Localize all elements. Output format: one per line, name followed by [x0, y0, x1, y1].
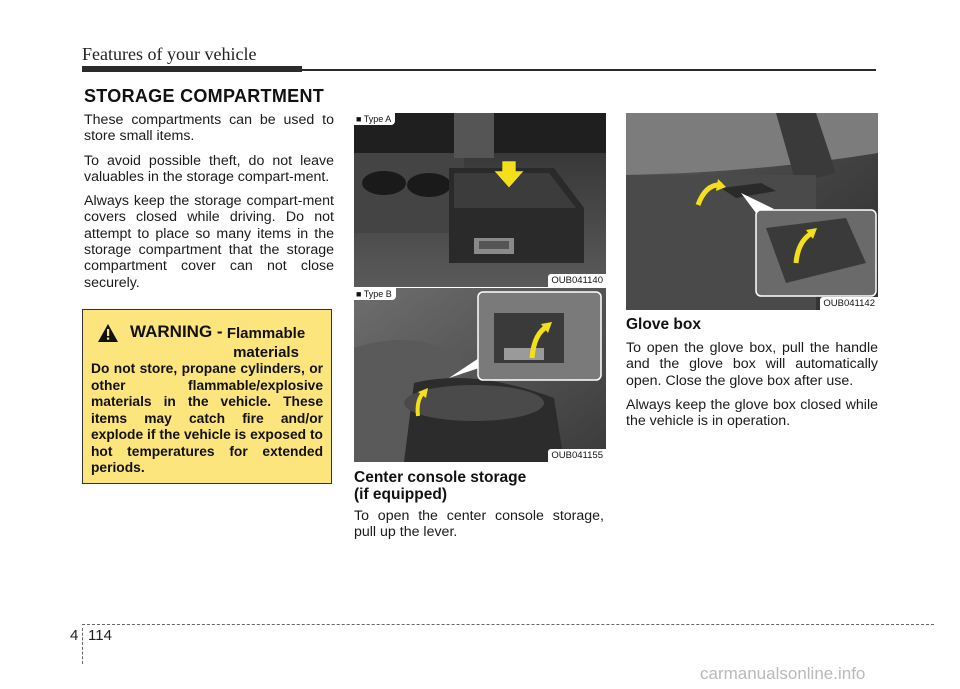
- console-heading-line1: Center console storage: [354, 469, 527, 486]
- type-a-label: ■ Type A: [354, 113, 395, 125]
- warning-body: Do not store, propane cylinders, or other flammable/explosive materials in the vehicle. These items may catch fire and/or explode if the vehicle is exposed to hot temperatures for extended periods.: [91, 361, 323, 475]
- footer-divider: [82, 628, 83, 664]
- page-number: 114: [88, 627, 112, 644]
- header-rule-thin: [302, 69, 876, 71]
- chapter-number: 4: [70, 627, 79, 644]
- watermark: carmanualsonline.info: [700, 664, 866, 683]
- console-heading: [354, 469, 604, 503]
- warning-subject-line2: materials: [233, 344, 299, 361]
- glove-paragraph-2: Always keep the glove box closed while the vehicle is in operation.: [626, 396, 878, 430]
- intro-paragraph-1: These compartments can be used to store small items.: [84, 112, 334, 145]
- console-type-b-photo: [354, 288, 606, 462]
- glove-paragraph-1: To open the glove box, pull the handle and the glove box will automatically open. Close the glove box after use.: [626, 340, 878, 389]
- header-rule-thick: [82, 66, 302, 72]
- console-type-a-photo: [354, 113, 606, 287]
- type-b-label: ■ Type B: [354, 288, 396, 300]
- warning-triangle-icon: [97, 323, 119, 343]
- console-heading-line2: (if equipped): [354, 486, 447, 503]
- intro-text: [84, 112, 334, 299]
- glove-box-photo: [626, 113, 878, 310]
- type-a-code: OUB041140: [548, 274, 606, 287]
- warning-word: WARNING -: [130, 322, 223, 341]
- glove-heading: Glove box: [626, 316, 701, 333]
- section-header: Features of your vehicle: [82, 44, 257, 64]
- warning-subject-line1: Flammable: [226, 325, 306, 342]
- console-text: To open the center console storage, pull up the lever.: [354, 508, 604, 541]
- glove-text: [626, 340, 878, 437]
- page-title: STORAGE COMPARTMENT: [84, 86, 325, 106]
- type-b-code: OUB041155: [548, 449, 606, 462]
- warning-box: [82, 309, 332, 484]
- glove-box-code: OUB041142: [820, 297, 878, 310]
- warning-subject: [211, 324, 321, 362]
- intro-paragraph-3: Always keep the storage compart-ment covers closed while driving. Do not attempt to place so many items in the storage compartment that the storage compartment cover can not close securely.: [84, 193, 334, 291]
- intro-paragraph-2: To avoid possible theft, do not leave valuables in the storage compart-ment.: [84, 152, 334, 185]
- footer-rule: [82, 624, 934, 625]
